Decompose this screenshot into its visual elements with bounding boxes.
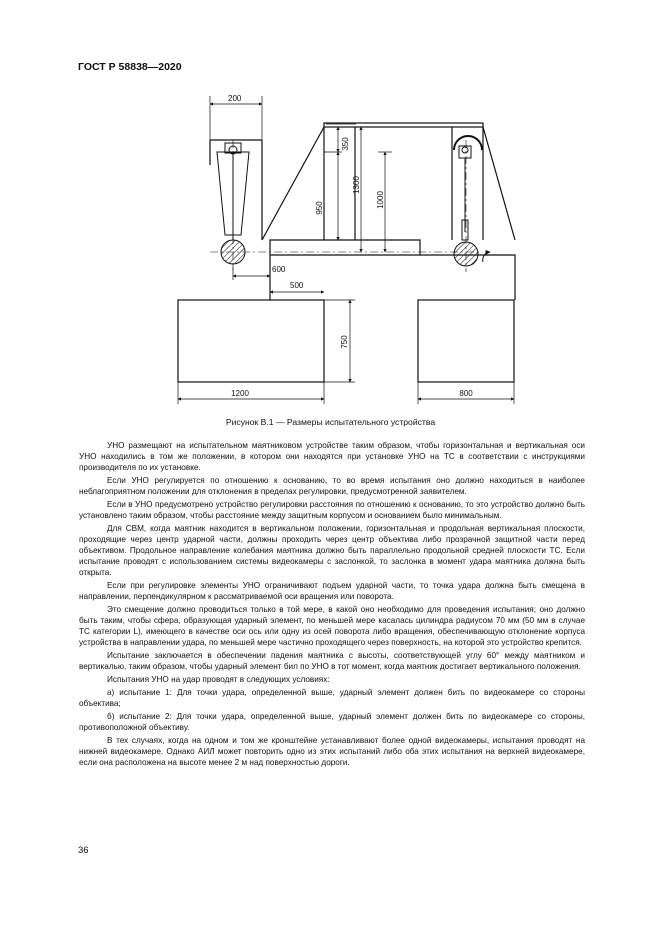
paragraph: б) испытание 2: Для точки удара, определенной выше, ударный элемент должен бить по видеокамере со стороны, противоположной объективу. <box>79 712 585 732</box>
paragraph: УНО размещают на испытательном маятниковом устройстве таким образом, чтобы горизонтальная и вертикальная оси УНО находились в том же положении, в котором они находятся при установке УНО на ТС в соответствии с инструкциями производителя по их установке. <box>79 441 585 472</box>
paragraph: В тех случаях, когда на одном и том же кронштейне устанавливают более одной видеокамеры, испытания проводят на нижней видеокамере. Однако АИЛ может повторить одно из этих испытаний либо оба этих испытания на верхней видеокамере, если она расположена на высоте менее 2 м над поверхностью дороги. <box>79 736 585 767</box>
dim-1000: 1000 <box>376 191 385 209</box>
page-number: 36 <box>78 845 89 856</box>
paragraph: Если УНО регулируется по отношению к основанию, то во время испытания оно должно находиться в наиболее неблагоприятном положении для отклонения в пределах регулировки, предусмотренной заявителем. <box>79 476 585 496</box>
body-text <box>79 440 585 770</box>
paragraph: Испытание заключается в обеспечении падения маятника с высоты, соответствующей углу 60° между маятником и вертикалью, таким образом, чтобы ударный элемент бил по УНО в тот момент, когда маятник достигает вертикального положения. <box>79 651 585 671</box>
dim-800: 800 <box>459 389 473 398</box>
paragraph: Это смещение должно проводиться только в той мере, в какой оно необходимо для проведения испытания; оно должно быть таким, чтобы сфера, образующая ударный элемент, по меньшей мере касалась цилиндра радиусом 70 мм (50 мм в случае ТС категории L), имеющего в качестве оси ось или одну из осей поворота либо вращения, обеспечивающую отклонение корпуса устройства в направлении удара, по меньшей мере частично проходящего через поверхность, на которой это устройство крепится. <box>79 605 585 647</box>
paragraph: Если при регулировке элементы УНО ограничивают подъем ударной части, то точка удара должна быть смещена в направлении, перпендикулярном к рассматриваемой оси вращения или поворота. <box>79 581 585 601</box>
right-pendulum <box>454 136 490 266</box>
frame-structure <box>210 123 515 300</box>
dim-200: 200 <box>228 94 242 103</box>
paragraph: Если в УНО предусмотрено устройство регулировки расстояния по отношению к основанию, то это устройство должно быть установлено таким образом, чтобы расстояние между защитным корпусом и основанием было минимальным. <box>79 500 585 520</box>
dimension-labels <box>228 94 473 398</box>
paragraph: Испытания УНО на удар проводят в следующих условиях: <box>107 675 330 684</box>
dim-950: 950 <box>315 201 324 215</box>
dim-1300: 1300 <box>352 176 361 194</box>
dim-350: 350 <box>341 137 350 151</box>
standard-header: ГОСТ Р 58838—2020 <box>78 61 182 73</box>
centerlines <box>210 140 480 272</box>
dim-500: 500 <box>290 281 304 290</box>
paragraph: Для СВМ, когда маятник находится в вертикальном положении, горизонтальная и продольная вертикальная плоскости, проходящие через центр ударной части, должны проходить через центр объектива либо прозрачной защитной части перед объективом. Продольное направление колебания маятника должно быть параллельно продольной средней плоскости ТС. Если испытание проводят с использованием системы видеокамеры с заслонкой, то заслонка в момент удара маятника должна быть открыта. <box>79 524 585 577</box>
test-device-drawing <box>0 0 661 410</box>
figure-caption: Рисунок В.1 — Размеры испытательного устройства <box>225 417 436 427</box>
paragraph: а) испытание 1: Для точки удара, определенной выше, ударный элемент должен бить по видеокамере со стороны объектива; <box>79 688 585 708</box>
dim-1200: 1200 <box>231 389 249 398</box>
dim-750: 750 <box>340 335 349 349</box>
dim-600-left: 600 <box>272 265 286 274</box>
